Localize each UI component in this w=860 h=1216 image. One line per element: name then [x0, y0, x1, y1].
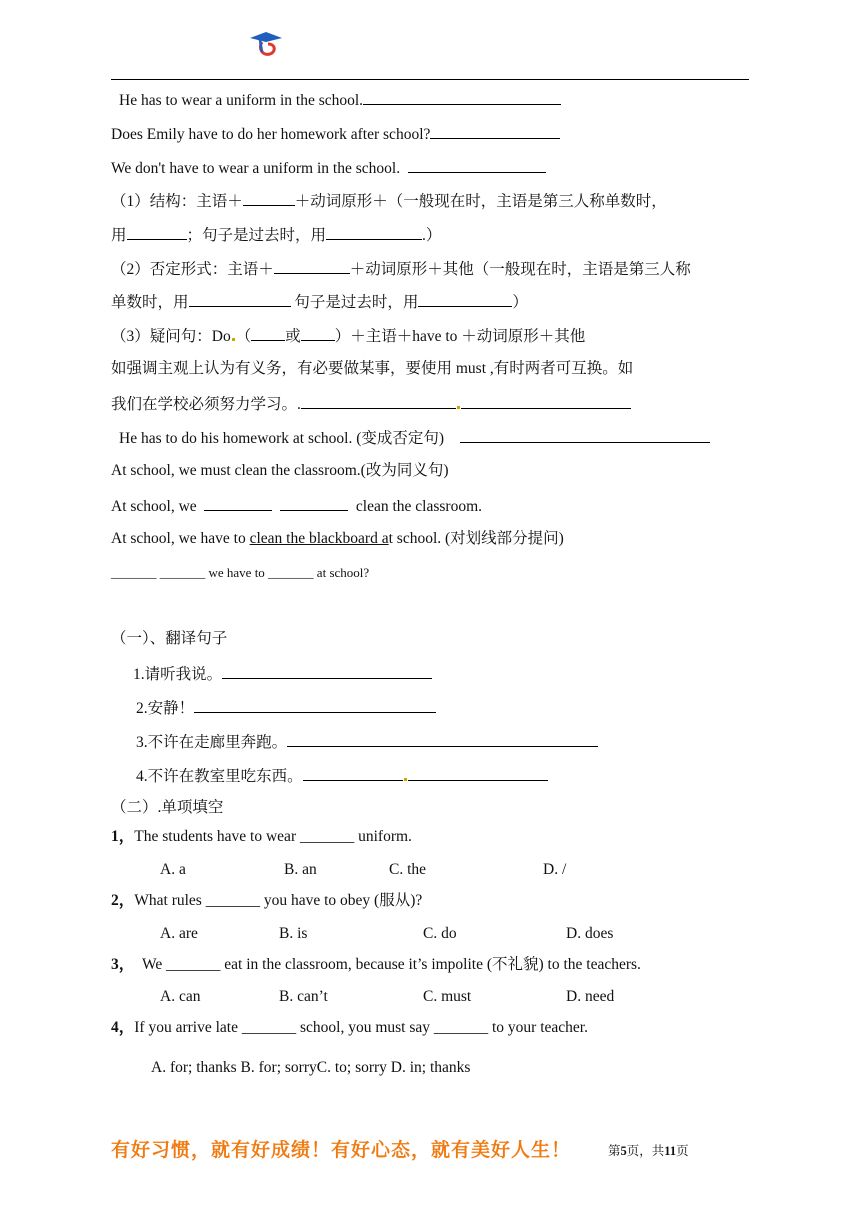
rule-negative-cont	[111, 291, 528, 313]
section-translate-title: （一）、翻译句子	[111, 630, 228, 647]
q3-option-b[interactable]: B. can’t	[279, 988, 328, 1005]
exercise-text: At school, we must clean the classroom.(改为同义句)	[111, 462, 449, 479]
rule-text: （	[235, 328, 252, 345]
answer-blank[interactable]	[287, 731, 598, 747]
sentence-text: We don't have to wear a uniform in the school.	[111, 160, 401, 177]
q2-option-a[interactable]: A. are	[160, 925, 198, 942]
answer-blank[interactable]	[194, 697, 436, 713]
question-4	[111, 1018, 588, 1038]
translate-item-3	[136, 731, 598, 753]
marker-dot	[457, 406, 460, 409]
answer-blank[interactable]	[363, 89, 561, 105]
answer-blank[interactable]	[408, 765, 548, 781]
underlined-phrase: clean the blackboard a	[249, 530, 389, 547]
page-text: 页，共	[626, 1144, 665, 1158]
note-text: 如强调主观上认为有义务，有必要做某事，要使用 must ,有时两者可互换。如	[111, 360, 634, 377]
marker-dot	[232, 338, 235, 341]
rule-text: 单数时，用	[111, 294, 189, 311]
rule-text: 或	[285, 328, 301, 345]
question-text: What rules _______ you have to obey (服从)?	[134, 892, 423, 909]
answer-blank[interactable]	[461, 393, 631, 409]
translate-item-1	[133, 663, 432, 685]
rule-structure-cont	[111, 224, 441, 246]
sentence-text: He has to wear a uniform in the school.	[119, 92, 364, 109]
answer-blank[interactable]	[243, 190, 295, 206]
rule-text: ）＋主语＋have to ＋动词原形＋其他	[334, 328, 586, 345]
rule-text: （2）否定形式：主语＋	[111, 261, 274, 278]
exercise-text: clean the classroom.	[355, 498, 483, 515]
q3-option-c[interactable]: C. must	[423, 988, 472, 1005]
exercise-text: He has to do his homework at school. (变成否定句)	[119, 430, 445, 447]
translate-item-2	[136, 697, 436, 719]
answer-blank[interactable]	[460, 427, 710, 443]
question-text: The students have to wear _______ uniform.	[134, 828, 412, 845]
exercise-question	[111, 529, 564, 549]
item-text: 2.安静！	[136, 700, 195, 717]
marker-dot	[404, 778, 407, 781]
rule-question	[111, 325, 585, 347]
answer-blank[interactable]	[301, 325, 335, 341]
sentence-3	[111, 157, 546, 179]
question-2	[111, 891, 422, 911]
footer-slogan: 有好习惯，就有好成绩！有好心态，就有美好人生！	[111, 1139, 572, 1161]
item-text: 4.不许在教室里吃东西。	[136, 768, 303, 785]
page-number: 5	[620, 1144, 627, 1158]
rule-text: ）	[512, 294, 528, 311]
answer-blank[interactable]	[127, 224, 187, 240]
q1-option-d[interactable]: D. /	[543, 861, 567, 878]
q2-option-b[interactable]: B. is	[279, 925, 308, 942]
exercise-synonym-answer	[111, 495, 482, 517]
answer-blank[interactable]	[204, 495, 272, 511]
header-rule	[111, 79, 749, 80]
translation-example	[111, 393, 631, 415]
exercise-synonym	[111, 461, 449, 481]
answer-blank[interactable]	[301, 393, 456, 409]
q2-option-d[interactable]: D. does	[566, 925, 614, 942]
school-logo-icon	[248, 30, 284, 58]
sentence-text: Does Emily have to do her homework after school?	[111, 126, 431, 143]
translate-item-4	[136, 765, 548, 787]
exercise-text: At school, we have to	[111, 530, 250, 547]
q4-options[interactable]: A. for; thanks B. for; sorryC. to; sorry D. in; thanks	[151, 1059, 471, 1076]
page-indicator	[608, 1141, 689, 1159]
rule-text: ；句子是过去时，用	[186, 227, 327, 244]
sentence-1	[119, 89, 561, 111]
section-choice-title: （二）.单项填空	[111, 799, 224, 816]
question-1	[111, 827, 412, 847]
answer-blank[interactable]	[326, 224, 422, 240]
answer-blank[interactable]	[274, 258, 350, 274]
exercise-question-answer	[111, 563, 369, 583]
question-number: 1，	[111, 828, 135, 845]
page-total: 11	[664, 1144, 677, 1158]
item-text: 1.请听我说。	[133, 666, 223, 683]
sentence-2	[111, 123, 560, 145]
q3-option-d[interactable]: D. need	[566, 988, 615, 1005]
rule-text: ＋动词原形＋其他（一般现在时，主语是第三人称	[349, 261, 691, 278]
exercise-text: _______ _______ we have to _______ at school?	[111, 565, 370, 580]
question-text: If you arrive late _______ school, you must say _______ to your teacher.	[134, 1019, 588, 1036]
answer-blank[interactable]	[418, 291, 512, 307]
q1-option-b[interactable]: B. an	[284, 861, 317, 878]
answer-blank[interactable]	[280, 495, 348, 511]
question-number: 4，	[111, 1019, 135, 1036]
question-number: 2，	[111, 892, 135, 909]
question-3	[111, 955, 641, 975]
answer-blank[interactable]	[303, 765, 403, 781]
exercise-text: At school, we	[111, 498, 197, 515]
page-text: 第	[608, 1144, 621, 1158]
answer-blank[interactable]	[222, 663, 432, 679]
rule-text: 句子是过去时，用	[294, 294, 419, 311]
rule-text: （3）疑问句：Do	[111, 328, 231, 345]
q3-option-a[interactable]: A. can	[160, 988, 201, 1005]
rule-structure	[111, 190, 667, 212]
answer-blank[interactable]	[430, 123, 560, 139]
question-text: We _______ eat in the classroom, because it’s impolite (不礼貌) to the teachers.	[142, 956, 641, 973]
q1-option-c[interactable]: C. the	[389, 861, 427, 878]
note-must	[111, 359, 633, 379]
note-text: 我们在学校必须努力学习。.	[111, 396, 301, 413]
rule-text: ＋动词原形＋（一般现在时，主语是第三人称单数时，	[294, 193, 667, 210]
rule-text: （1）结构：主语＋	[111, 193, 243, 210]
exercise-text: t school. (对划线部分提问)	[388, 530, 564, 547]
item-text: 3.不许在走廊里奔跑。	[136, 734, 288, 751]
question-number: 3，	[111, 956, 135, 973]
answer-blank[interactable]	[251, 325, 285, 341]
page-text: 页	[676, 1144, 689, 1158]
rule-text: .）	[422, 227, 442, 244]
answer-blank[interactable]	[189, 291, 291, 307]
rule-text: 用	[111, 227, 127, 244]
rule-negative	[111, 258, 691, 280]
exercise-negative	[119, 427, 710, 449]
q2-option-c[interactable]: C. do	[423, 925, 457, 942]
answer-blank[interactable]	[408, 157, 546, 173]
q1-option-a[interactable]: A. a	[160, 861, 186, 878]
